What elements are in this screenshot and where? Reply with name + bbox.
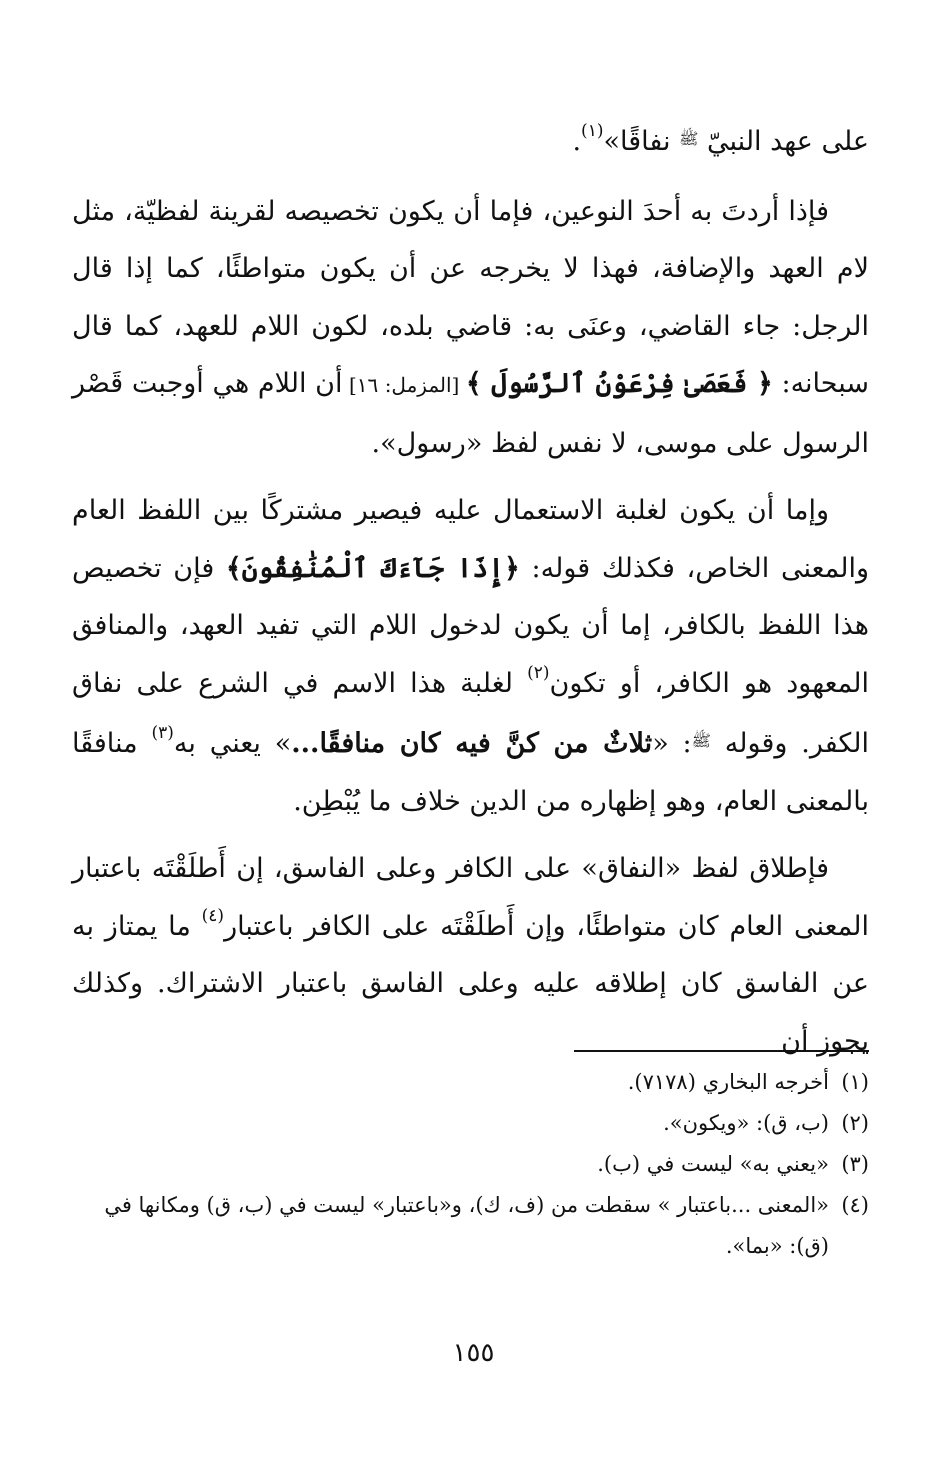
- honorific-symbol: ﷺ: [691, 731, 711, 750]
- paragraph-3: [72, 482, 869, 830]
- text-segment: لغلبة هذا الاسم في الشرع على نفاق الكفر. وقوله: [72, 667, 870, 759]
- footnote-ref-4[interactable]: (٤): [201, 905, 225, 926]
- footnote-3: [72, 1144, 869, 1185]
- footnote-number: (٢): [841, 1111, 869, 1135]
- footnote-number: (١): [841, 1070, 869, 1094]
- footnote-text: «يعني به» ليست في (ب).: [597, 1152, 829, 1176]
- footnote-ref-1[interactable]: (١): [581, 121, 604, 141]
- footnote-ref-2[interactable]: (٢): [527, 662, 550, 683]
- footnote-2: [72, 1103, 869, 1144]
- footnote-ref-3[interactable]: (٣): [151, 723, 174, 743]
- footnote-1: [72, 1062, 869, 1103]
- paragraph-2: [72, 183, 869, 473]
- text-segment: .: [572, 126, 582, 157]
- quran-verse: ﴿إِذَا جَآءَكَ ٱلْمُنَٰفِقُونَ﴾: [225, 552, 520, 584]
- footnote-text: (ب، ق): «ويكون».: [663, 1111, 829, 1135]
- text-segment: وإما أن يكون لغلبة الاستعمال عليه فيصير مشتركًا بين اللفظ العام والمعنى الخاص، فكذلك قوله:: [72, 495, 869, 584]
- hadith-quote: ثلاثٌ من كنَّ فيه كان منافقًا...: [291, 728, 653, 759]
- quran-citation: [المزمل: ١٦]: [342, 373, 466, 397]
- text-segment: » يعني به: [173, 728, 292, 759]
- text-segment: ما يمتاز به عن الفاسق كان إطلاقه عليه وعلى الفاسق باعتبار الاشتراك. وكذلك يجوز أن: [72, 910, 869, 1057]
- footnote-number: (٤): [841, 1193, 869, 1217]
- text-segment: على عهد النبيّ: [698, 126, 869, 157]
- quran-verse: ﴿ فَعَصَىٰ فِرْعَوْنُ ٱلرَّسُولَ ﴾: [465, 368, 773, 399]
- footnote-text: أخرجه البخاري (٧١٧٨).: [627, 1070, 829, 1094]
- text-segment: فإن تخصيص هذا اللفظ بالكافر، إما أن يكون لدخول اللام التي تفيد العهد، والمنافق المعهود هو الكافر، أو تكون: [72, 552, 870, 699]
- page-number: ١٥٥: [452, 1338, 495, 1368]
- paragraph-1: [72, 110, 869, 171]
- honorific-symbol: ﷺ: [679, 129, 699, 148]
- text-segment: منافقًا بالمعنى العام، وهو إظهاره من الدين خلاف ما يُبْطِن.: [72, 728, 869, 817]
- footnote-text: «المعنى ...باعتبار » سقطت من (ف، ك)، و«باعتبار» ليست في (ب، ق) ومكانها في (ق): «بما».: [104, 1193, 829, 1258]
- text-segment: فإذا أردتَ به أحدَ النوعين، فإما أن يكون تخصيصه لقرينة لفظيّة، مثل لام العهد والإضافة، فهذا لا يخرجه عن أن يكون متواطئًا، كما إذا قال الرجل: جاء القاضي، وعنَى به: قاضي بلده، لكون اللام للعهد، كما قال سبحانه:: [72, 195, 869, 399]
- text-segment: نفاقًا»: [603, 126, 680, 157]
- footnote-4: [72, 1185, 869, 1267]
- text-segment: : «: [652, 728, 692, 759]
- text-segment: أن اللام هي أوجبت قَصْر الرسول على موسى، لا نفس لفظ «رسول».: [72, 368, 869, 459]
- text-segment: فإطلاق لفظ «النفاق» على الكافر وعلى الفاسق، إن أَطلَقْتَه باعتبار المعنى العام كان متواطئًا، وإن أَطلَقْتَه على الكافر باعتبار: [72, 853, 869, 942]
- footnote-number: (٣): [841, 1152, 869, 1176]
- paragraph-4: [72, 840, 869, 1070]
- main-text: [72, 110, 869, 1080]
- footnotes: [72, 1062, 869, 1267]
- footnote-divider: [574, 1050, 869, 1052]
